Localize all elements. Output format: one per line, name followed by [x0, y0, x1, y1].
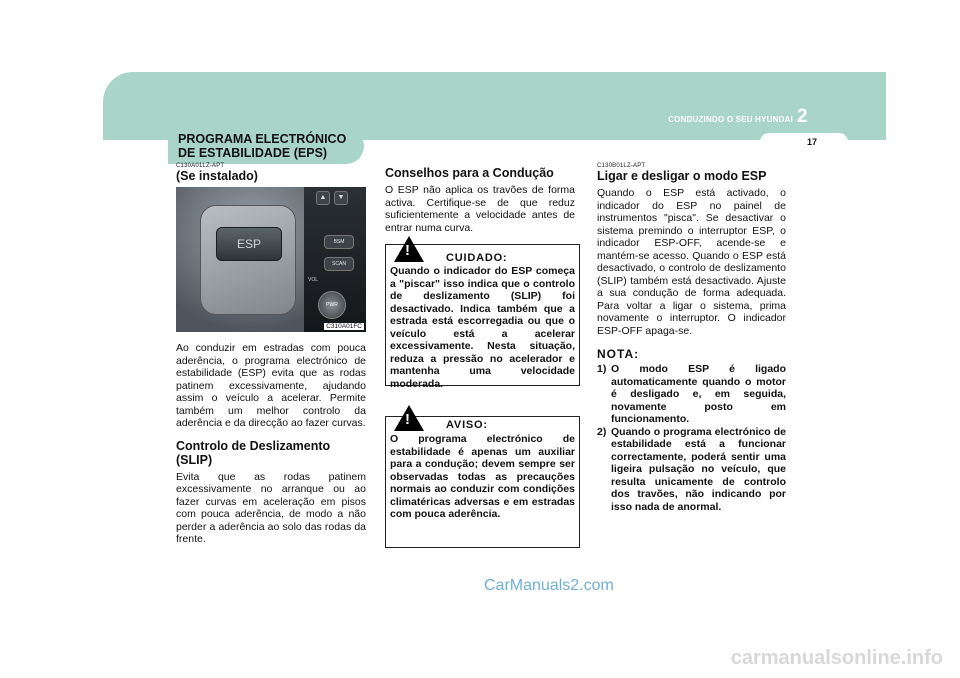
chapter-title: CONDUZINDO O SEU HYUNDAI: [668, 115, 793, 124]
column-middle: [385, 166, 575, 548]
nota-title: NOTA:: [597, 347, 640, 361]
section-heading: (Se instalado): [176, 169, 258, 183]
console-down-icon: ▼: [334, 191, 348, 205]
section-title-tab: [168, 128, 364, 164]
driving-tips-paragraph: O ESP não aplica os travões de forma activa. Certifique-se de que reduz suficientemente a velocidade antes de entrar numa curva.: [385, 184, 575, 234]
console-button-bsm: BSM: [324, 235, 354, 249]
console-vol-label: VOL: [308, 277, 319, 283]
nota-item: 1) O modo ESP é ligado automaticamente quando o motor é desligado e, em seguida, novamente posto em funcionamento.: [597, 363, 786, 425]
caution-box: [385, 242, 580, 390]
caution-title: CUIDADO:: [446, 252, 508, 264]
console-button-scan: SCAN: [324, 257, 354, 271]
esp-mode-heading: Ligar e desligar o modo ESP: [597, 169, 767, 183]
reference-code: C130B01LZ-APT: [597, 163, 646, 169]
page-number: 17: [760, 133, 848, 151]
caution-text: Quando o indicador do ESP começa a "piscar" isso indica que o controlo de deslizamento (SLIP) foi desactivado. Indica também que a estrada está escorregadia ou que o veículo está a acelerar excessivamente. Nesta situação, reduza a pressão no acelerador e mantenha uma velocidade moderada.: [390, 265, 575, 390]
slip-paragraph: Evita que as rodas patinem excessivamente no arranque ou ao fazer curvas em aceleração em pisos com pouca aderência, de modo a não perder a aderência ao solo das rodas da frente.: [176, 470, 366, 545]
driving-tips-heading: Conselhos para a Condução: [385, 166, 554, 180]
console-up-icon: ▲: [316, 191, 330, 205]
section-title-line2: DE ESTABILIDADE (EPS): [178, 146, 328, 160]
warning-title: AVISO:: [446, 419, 488, 431]
esp-mode-paragraph: Quando o ESP está activado, o indicador do ESP no painel de instrumentos "pisca". Se desactivar o sistema premindo o interruptor ESP, o indicador ESP-OFF, acende-se e mantém-se acesso. Quando o ESP está desactivado, o controlo de deslizamento (SLIP) também está desactivado. Ajuste a sua condução de forma adequada. Para voltar a ligar o sistema, prima novamente o interruptor. O indicador ESP-OFF apaga-se.: [597, 187, 786, 337]
section-title-line1: PROGRAMA ELECTRÓNICO: [178, 132, 347, 146]
warning-box: [385, 411, 580, 548]
photo-code: C310A01FC: [326, 323, 362, 330]
nota-item: 2) Quando o programa electrónico de estabilidade está a funcionar correctamente, poderá sentir uma ligeira pulsação no veículo, que resulta unicamente de controlo dos travões, não indicando por isso nada de anormal.: [597, 425, 786, 513]
audio-console: [304, 187, 366, 332]
watermark-text: carmanualsonline.info: [730, 647, 943, 669]
warning-text: O programa electrónico de estabilidade é apenas um auxiliar para a condução; devem sempre ser observadas todas as precauções normais ao conduzir com condições climatéricas adversas e em estradas com pouca aderência.: [390, 433, 575, 520]
slip-heading: Controlo de Deslizamento (SLIP): [176, 438, 331, 467]
column-left: [176, 163, 366, 546]
esp-button-photo: ESP: [216, 227, 282, 261]
column-right: [597, 163, 786, 513]
chapter-number: 2: [797, 106, 808, 127]
reference-code: C130A01LZ-APT: [176, 163, 225, 169]
warning-triangle-icon: !: [394, 405, 424, 431]
esp-switch-photo: [176, 187, 366, 332]
watermark-link[interactable]: CarManuals2.com: [484, 577, 614, 594]
intro-paragraph: Ao conduzir em estradas com pouca aderência, o programa electrónico de estabilidade (ESP) evita que as rodas patinem excessivamente, ajudando assim o veículo a acelerar. Permite também um melhor controlo da aderência e da direcção ao fazer curvas.: [176, 342, 366, 429]
console-knob: PWR: [318, 291, 346, 319]
warning-triangle-icon: !: [394, 236, 424, 262]
